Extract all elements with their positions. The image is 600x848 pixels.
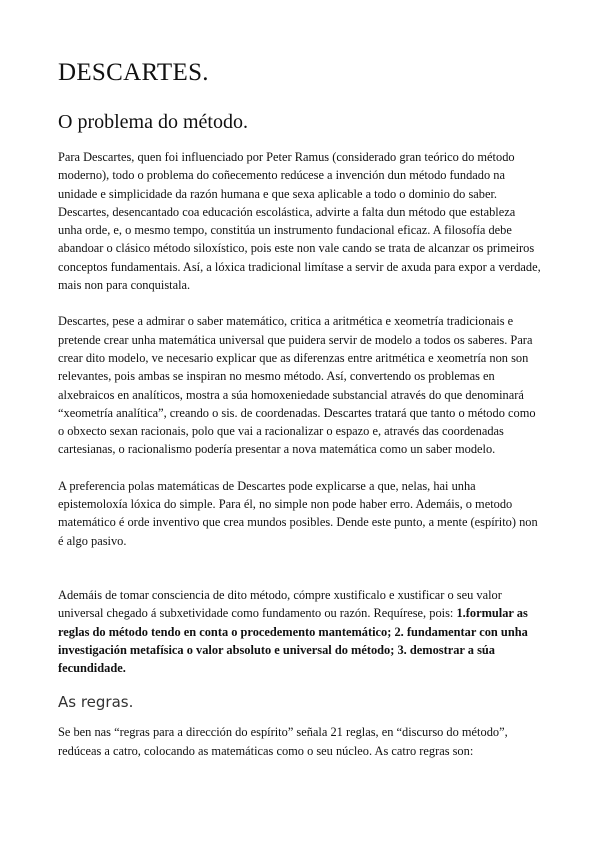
document-title: DESCARTES. [58,59,209,86]
paragraph-4-intro: Ademáis de tomar consciencia de dito método, cómpre xustificalo e xustificar o seu valor universal chegado á subxetividade como fundamento ou razón. Requírese, pois: [58,587,502,621]
paragraph-4-bold-list: 1.formular as reglas do método tendo en conta o procedemento mantemático; 2. fundamentar con unha investigación metafísica o valor absoluto e universal do método; 3. demostrar a súa fecundidade. [58,606,528,676]
paragraph-3: A preferencia polas matemáticas de Descartes pode explicarse a que, nelas, hai unha epistemoloxía lóxica do simple. Para él, no simple non pode haber erro. Ademáis, o metodo matemático é orde inventivo que crea mundos posibles. Dende este punto, a mente (espírito) non é algo pasivo. [58,478,538,548]
paragraph-4 [58,586,542,677]
section-title: O problema do método. [58,111,248,133]
subsection-title: As regras. [58,693,134,712]
paragraph-5: Se ben nas “regras para a dirección do espírito” señala 21 reglas, en “discurso do método”, redúceas a catro, colocando as matemáticas como o seu núcleo. As catro regras son: [58,725,508,758]
document-page [58,56,542,760]
paragraph-2: Descartes, pese a admirar o saber matemático, critica a aritmética e xeometría tradicionais e pretende crear unha matemática universal que puidera servir de modelo a todos os saberes. Para crear dito modelo, ve necesario explicar que as diferenzas entre aritmética e xeometría non son relevantes, pois ambas se inspiran no mesmo método. Así, convertendo os problemas en alxebraicos en analíticos, mostra a súa homoxeniedade substancial através do que denominará “xeometría analítica”, creando o sis. de coordenadas. Descartes tratará que tanto o método como o obxecto sexan racionais, polo que vai a racionalizar o espazo e, através das coordenadas cartesianas, o racionalismo podería presentar a nova matemática como un saber modelo. [58,314,536,457]
paragraph-1: Para Descartes, quen foi influenciado por Peter Ramus (considerado gran teórico do método moderno), todo o problema do coñecemento redúcese a invención dun método fundado na unidade e simplicidade da razón humana e que sexa aplicable a todo o dominio do saber. Descartes, desencantado coa educación escolástica, advirte a falta dun método que estableza unha orde, e, o mesmo tempo, constitúa un instrumento fundacional eficaz. A filosofía debe abandoar o clásico método siloxístico, pois este non vale cando se trata de alcanzar os primeiros conceptos fundamentais. Así, a lóxica tradicional limítase a servir de axuda para expor a verdade, mais non para conquistala. [58,150,541,293]
